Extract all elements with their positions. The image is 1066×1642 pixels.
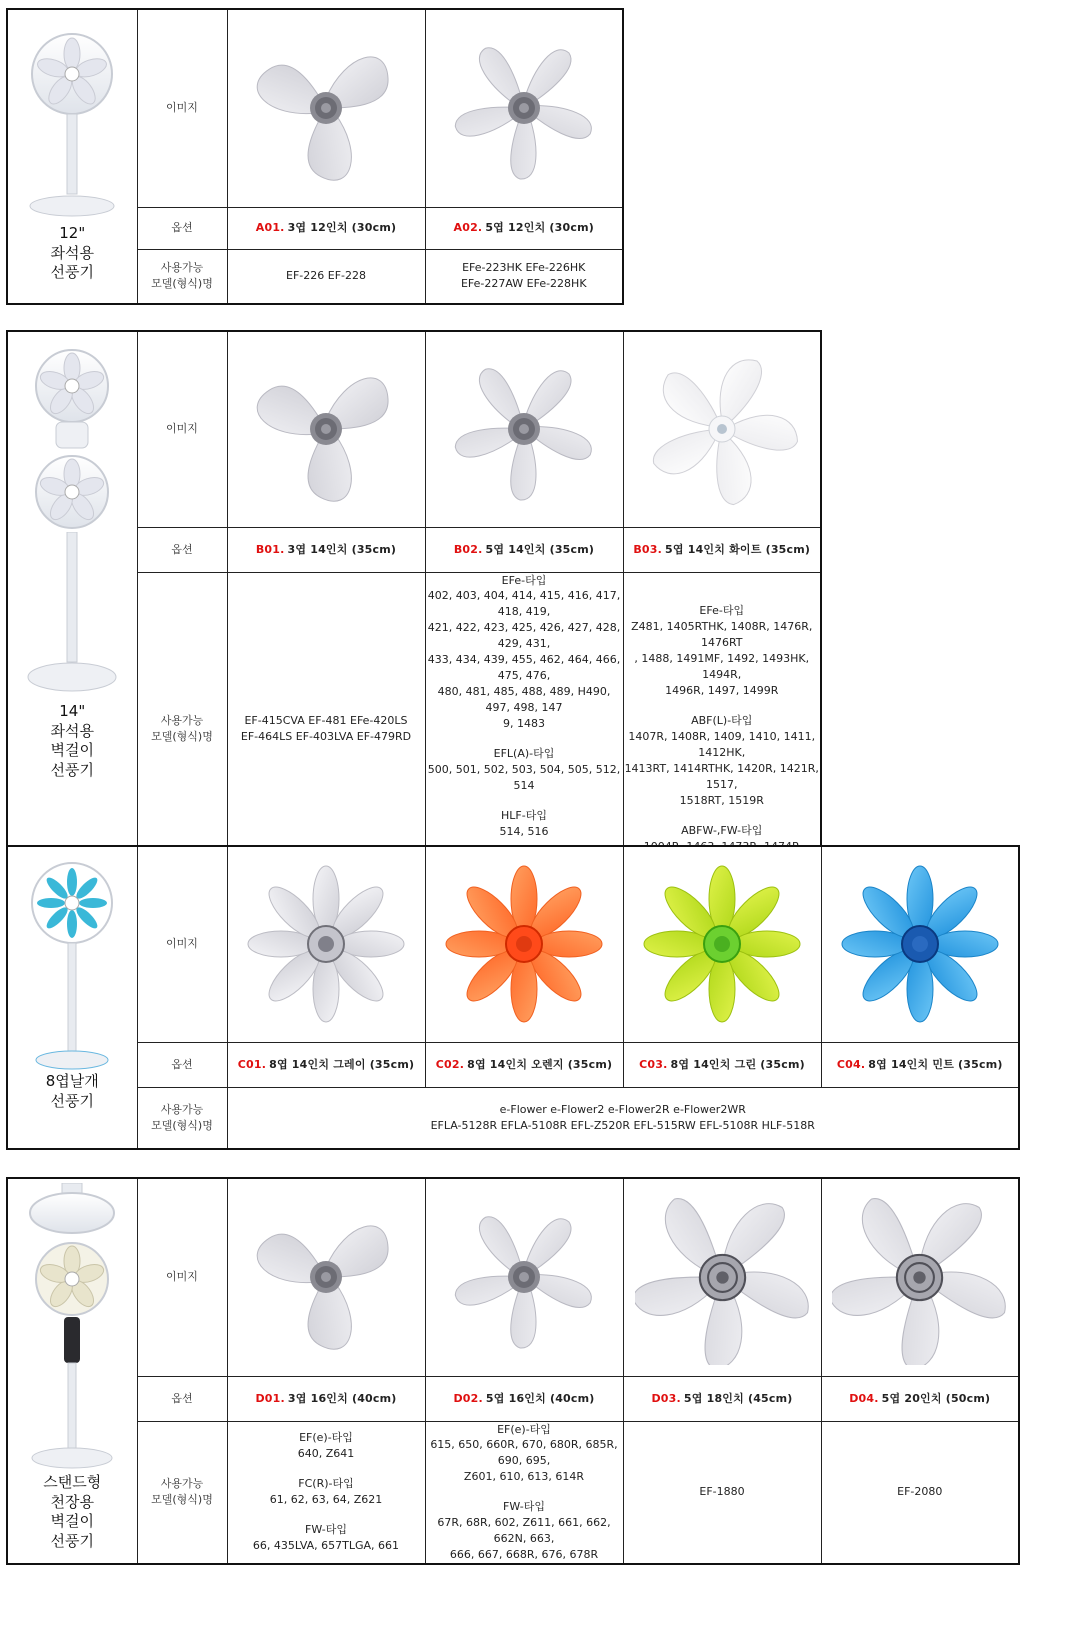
product-cell bbox=[7, 331, 137, 886]
product-cell bbox=[7, 9, 137, 304]
image-header: 이미지 bbox=[137, 9, 227, 207]
8-blade-stand-fan-icon bbox=[22, 857, 122, 1072]
models-b01: EF-415CVA EF-481 EFe-420LS EF-464LS EF-403LVA EF-479RD bbox=[227, 572, 425, 886]
image-header: 이미지 bbox=[137, 331, 227, 527]
models-d01: EF(e)-타입 640, Z641 FC(R)-타입 61, 62, 63, 64, Z621 FW-타입 66, 435LVA, 657TLGA, 661 bbox=[227, 1421, 425, 1564]
option-image-d04 bbox=[821, 1178, 1019, 1376]
models-a01: EF-226 EF-228 bbox=[227, 249, 425, 304]
models-header: 사용가능 모델(형식)명 bbox=[137, 1087, 227, 1149]
option-label-c04: C04. 8엽 14인치 민트 (35cm) bbox=[821, 1042, 1019, 1087]
5-blade-gray-large-icon bbox=[832, 1190, 1007, 1365]
product-cell bbox=[7, 846, 137, 1149]
3-blade-gray-icon bbox=[251, 1202, 401, 1352]
option-image-b03 bbox=[623, 331, 821, 527]
option-header: 옵션 bbox=[137, 1376, 227, 1421]
option-label-c02: C02. 8엽 14인치 오렌지 (35cm) bbox=[425, 1042, 623, 1087]
5-blade-gray-icon bbox=[449, 1202, 599, 1352]
option-label-b02: B02. 5엽 14인치 (35cm) bbox=[425, 527, 623, 572]
image-header: 이미지 bbox=[137, 1178, 227, 1376]
option-header: 옵션 bbox=[137, 207, 227, 249]
image-header: 이미지 bbox=[137, 846, 227, 1042]
models-b03: EFe-타입 Z481, 1405RTHK, 1408R, 1476R, 1476RT , 1488, 1491MF, 1492, 1493HK, 1494R, 1496R, 1497, 1499R ABF(L)-타입 1407R, 1408R, 1409, 1410, 1411, 1412HK, 1413RT, 1414RTHK, 1420R, 1421R, 1517, 1518RT, 1519R ABFW-,FW-타입 bbox=[623, 572, 821, 886]
option-header: 옵션 bbox=[137, 527, 227, 572]
option-image-d01 bbox=[227, 1178, 425, 1376]
models-d03: EF-1880 bbox=[623, 1421, 821, 1564]
option-label-d03: D03. 5엽 18인치 (45cm) bbox=[623, 1376, 821, 1421]
option-image-b02 bbox=[425, 331, 623, 527]
option-label-d04: D04. 5엽 20인치 (50cm) bbox=[821, 1376, 1019, 1421]
section-a-table bbox=[6, 8, 624, 305]
5-blade-gray-icon bbox=[449, 33, 599, 183]
section-b-table bbox=[6, 330, 822, 887]
5-blade-gray-large-icon bbox=[635, 1190, 810, 1365]
5-blade-white-icon bbox=[642, 349, 802, 509]
option-label-d01: D01. 3엽 16인치 (40cm) bbox=[227, 1376, 425, 1421]
wall-fan-icon bbox=[22, 342, 122, 532]
option-image-c04 bbox=[821, 846, 1019, 1042]
8-blade-gray-icon bbox=[246, 864, 406, 1024]
option-label-a02: A02. 5엽 12인치 (30cm) bbox=[425, 207, 623, 249]
product-name: 8엽날개 선풍기 bbox=[45, 1072, 99, 1110]
8-blade-mint-icon bbox=[840, 864, 1000, 1024]
section-c-table bbox=[6, 845, 1020, 1150]
8-blade-green-icon bbox=[642, 864, 802, 1024]
option-label-c01: C01. 8엽 14인치 그레이 (35cm) bbox=[227, 1042, 425, 1087]
option-image-c02 bbox=[425, 846, 623, 1042]
models-b02: EFe-타입 402, 403, 404, 414, 415, 416, 417, 418, 419, 421, 422, 423, 425, 426, 427, 428, 429, 431, 433, 434, 439, 455, 462, 464, 466, 475, 476, 480, 481, 485, 488, 489, H490, 497, 498, 147 9, 1483 EFL(A)-타입 500, 501, 502, 503, 504, 505, 512, 514 HLF-타입 514, 516 bbox=[425, 572, 623, 886]
option-image-c03 bbox=[623, 846, 821, 1042]
stand-fan-icon bbox=[22, 24, 122, 224]
product-cell bbox=[7, 1178, 137, 1564]
models-c: e-Flower e-Flower2 e-Flower2R e-Flower2WR EFLA-5128R EFLA-5108R EFL-Z520R EFL-515RW EFL-5108R HLF-518R bbox=[227, 1087, 1019, 1149]
3-blade-gray-icon bbox=[251, 33, 401, 183]
option-label-b03: B03. 5엽 14인치 화이트 (35cm) bbox=[623, 527, 821, 572]
3-blade-gray-icon bbox=[251, 354, 401, 504]
models-header: 사용가능 모델(형식)명 bbox=[137, 572, 227, 886]
product-name: 14" 좌석용 벽걸이 선풍기 bbox=[50, 702, 94, 779]
option-header: 옵션 bbox=[137, 1042, 227, 1087]
models-d04: EF-2080 bbox=[821, 1421, 1019, 1564]
option-image-d02 bbox=[425, 1178, 623, 1376]
models-d02: EF(e)-타입 615, 650, 660R, 670, 680R, 685R, 690, 695, Z601, 610, 613, 614R FW-타입 67R, 68R, 602, Z611, 661, 662, 662N, 663, 666, 667, 668R, 676, 678R bbox=[425, 1421, 623, 1564]
option-image-c01 bbox=[227, 846, 425, 1042]
models-header: 사용가능 모델(형식)명 bbox=[137, 1421, 227, 1564]
option-label-a01: A01. 3엽 12인치 (30cm) bbox=[227, 207, 425, 249]
stand-fan-icon bbox=[22, 532, 122, 702]
product-name: 12" 좌석용 선풍기 bbox=[50, 224, 94, 281]
section-d-table bbox=[6, 1177, 1020, 1565]
option-image-a01 bbox=[227, 9, 425, 207]
ceiling-stand-fan-icon bbox=[22, 1183, 122, 1473]
product-name: 스탠드형 천장용 벽걸이 선풍기 bbox=[43, 1473, 102, 1550]
option-label-d02: D02. 5엽 16인치 (40cm) bbox=[425, 1376, 623, 1421]
option-image-a02 bbox=[425, 9, 623, 207]
8-blade-orange-icon bbox=[444, 864, 604, 1024]
option-image-d03 bbox=[623, 1178, 821, 1376]
option-label-c03: C03. 8엽 14인치 그린 (35cm) bbox=[623, 1042, 821, 1087]
option-image-b01 bbox=[227, 331, 425, 527]
models-header: 사용가능 모델(형식)명 bbox=[137, 249, 227, 304]
5-blade-gray-icon bbox=[449, 354, 599, 504]
option-label-b01: B01. 3엽 14인치 (35cm) bbox=[227, 527, 425, 572]
models-a02: EFe-223HK EFe-226HK EFe-227AW EFe-228HK bbox=[425, 249, 623, 304]
